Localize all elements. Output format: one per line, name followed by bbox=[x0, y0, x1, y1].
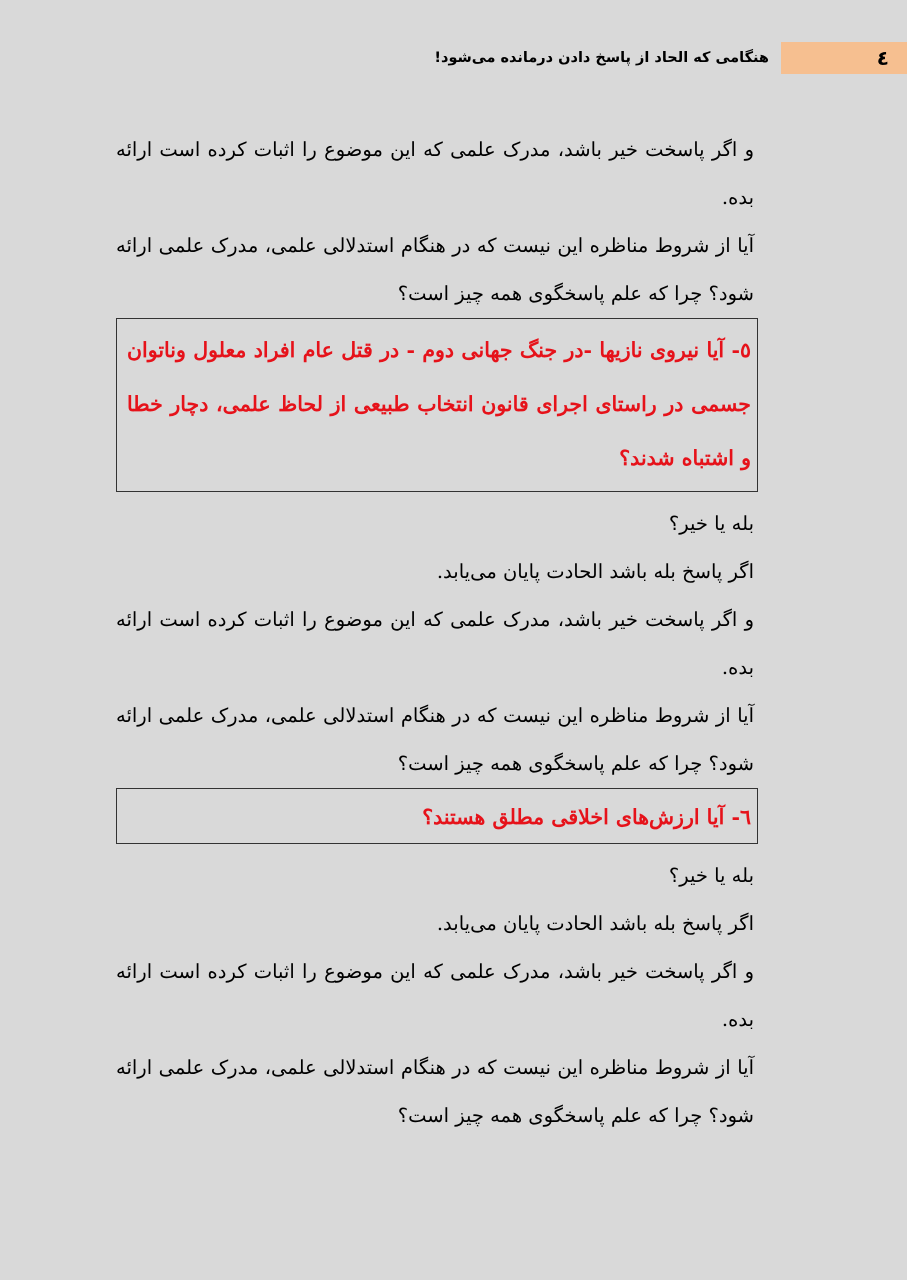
question-box-5 bbox=[116, 318, 758, 492]
paragraph: و اگر پاسخت خیر باشد، مدرک علمی که این موضوع را اثبات کرده است ارائه بده. bbox=[116, 960, 754, 1031]
paragraph: و اگر پاسخت خیر باشد، مدرک علمی که این موضوع را اثبات کرده است ارائه بده. bbox=[116, 608, 754, 679]
running-title: هنگامی که الحاد از پاسخ دادن درمانده می‌شود! bbox=[434, 50, 769, 66]
question-box-6 bbox=[116, 788, 758, 844]
page-number: ٤ bbox=[781, 42, 907, 74]
question-text: ٦- آیا ارزش‌های اخلاقی مطلق هستند؟ bbox=[422, 805, 751, 829]
paragraph: آیا از شروط مناظره این نیست که در هنگام استدلالی علمی، مدرک علمی ارائه شود؟ چرا که علم پاسخگوی همه چیز است؟ bbox=[116, 704, 754, 775]
question-text: ٥- آیا نیروی نازیها -در جنگ جهانی دوم - در قتل عام افراد معلول وناتوان جسمی در راستای اجرای قانون انتخاب طبیعی از لحاظ علمی، دچار خطا و اشتباه شدند؟ bbox=[127, 338, 751, 470]
paragraph: آیا از شروط مناظره این نیست که در هنگام استدلالی علمی، مدرک علمی ارائه شود؟ چرا که علم پاسخگوی همه چیز است؟ bbox=[116, 234, 754, 305]
paragraph: اگر پاسخ بله باشد الحادت پایان می‌یابد. bbox=[436, 560, 754, 583]
paragraph: آیا از شروط مناظره این نیست که در هنگام استدلالی علمی، مدرک علمی ارائه شود؟ چرا که علم پاسخگوی همه چیز است؟ bbox=[116, 1056, 754, 1127]
paragraph: اگر پاسخ بله باشد الحادت پایان می‌یابد. bbox=[436, 912, 754, 935]
page-body bbox=[116, 126, 758, 1140]
page-header bbox=[0, 42, 907, 74]
paragraph: و اگر پاسخت خیر باشد، مدرک علمی که این موضوع را اثبات کرده است ارائه بده. bbox=[116, 138, 754, 209]
paragraph: بله یا خیر؟ bbox=[668, 864, 754, 887]
paragraph: بله یا خیر؟ bbox=[668, 512, 754, 535]
